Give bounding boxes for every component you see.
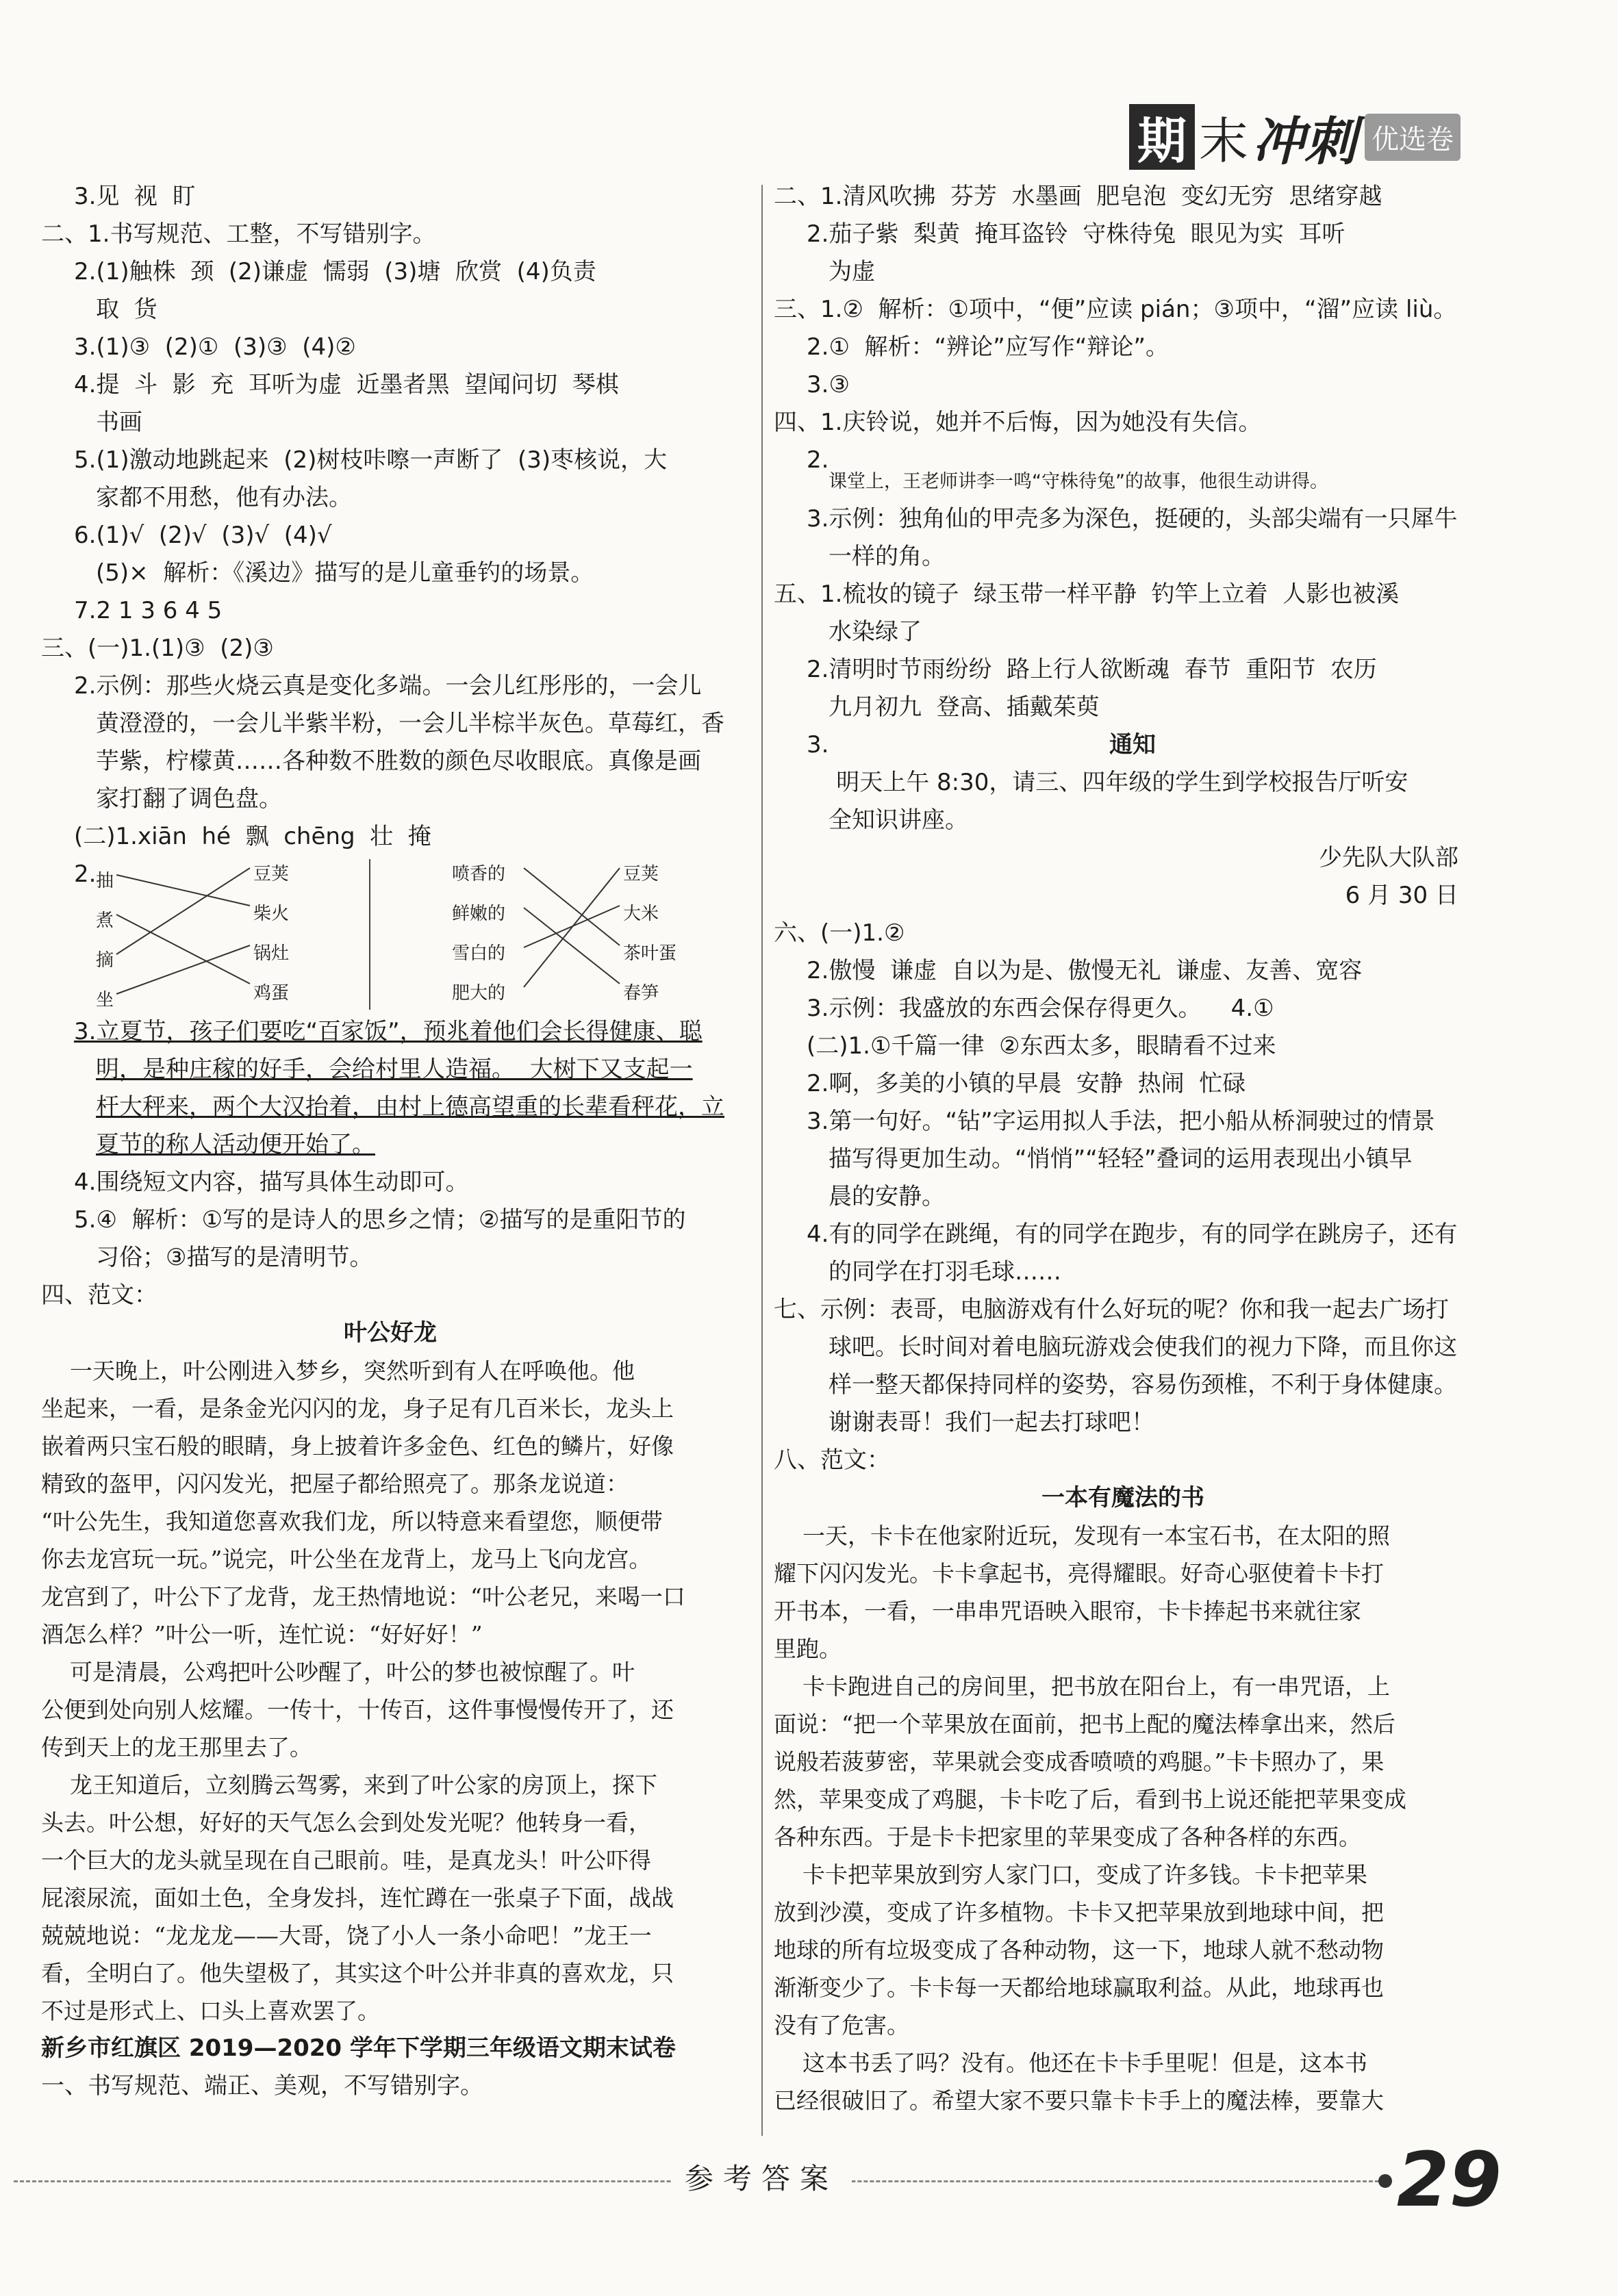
essay-line: 酒怎么样？”叶公一听，连忙说：“好好好！” xyxy=(41,1621,483,1648)
left-line: 芋紫，柠檬黄……各种数不胜数的颜色尽收眼底。真像是画 xyxy=(96,748,701,775)
essay-line: 头去。叶公想，好好的天气怎么会到处发光呢？他转身一看， xyxy=(41,1809,651,1836)
match-right-a: 鸡蛋 xyxy=(253,983,290,1004)
matching-exercise xyxy=(41,856,740,1013)
right-line: 六、(一)1.② xyxy=(774,919,905,947)
right-line: 一样的角。 xyxy=(829,543,945,570)
essay-line: 说般若菠萝密，苹果就会变成香喷喷的鸡腿。”卡卡照办了，果 xyxy=(774,1748,1385,1775)
left-line: 5.(1)激动地跳起来 (2)树枝咔嚓一声断了 (3)枣核说，大 xyxy=(74,446,668,474)
essay-line: 没有了危害。 xyxy=(774,2012,909,2039)
notice-from: 少先队大队部 xyxy=(1319,844,1458,871)
essay-body xyxy=(41,1352,740,2030)
match-lines xyxy=(41,856,726,1013)
left-line: 习俗；③描写的是清明节。 xyxy=(96,1244,373,1271)
proofreading-sentence: 课堂上，王老师讲李一鸣“守株待兔”的故事，他很生动讲得。 xyxy=(829,471,1328,492)
right-line: 3. xyxy=(807,731,829,758)
right-line: 球吧。长时间对着电脑玩游戏会使我们的视力下降，而且你这 xyxy=(829,1334,1457,1361)
right-line: 样一整天都保持同样的姿势，容易伤颈椎，不利于身体健康。 xyxy=(829,1371,1457,1399)
essay-line: 各种东西。于是卡卡把家里的苹果变成了各种各样的东西。 xyxy=(774,1824,1361,1850)
left-line: 四、范文： xyxy=(41,1281,157,1309)
footer xyxy=(0,2136,1618,2223)
essay-line: 可是清晨，公鸡把叶公吵醒了，叶公的梦也被惊醒了。叶 xyxy=(41,1659,635,1685)
notice-body: 全知识讲座。 xyxy=(829,806,968,834)
header-youxuan: 优选卷 xyxy=(1365,114,1461,161)
footer-dot xyxy=(1378,2174,1392,2188)
left-line: 黄澄澄的，一会儿半紫半粉，一会儿半棕半灰色。草莓红，香 xyxy=(96,710,724,737)
right-line: 五、1.梳妆的镜子 绿玉带一样平静 钓竿上立着 人影也被溪 xyxy=(774,581,1400,608)
right-line: 描写得更加生动。“悄悄”“轻轻”叠词的运用表现出小镇早 xyxy=(829,1145,1413,1173)
match-right-a: 柴火 xyxy=(253,904,290,924)
essay-line: 你去龙宫玩一玩。”说完，叶公坐在龙背上，龙马上飞向龙宫。 xyxy=(41,1546,652,1572)
right-line: 3.示例：我盛放的东西会保存得更久。 4.① xyxy=(807,995,1274,1022)
right-line: 3.示例：独角仙的甲壳多为深色，挺硬的，头部尖端有一只犀牛 xyxy=(807,505,1458,533)
essay-line: 卡卡把苹果放到穷人家门口，变成了许多钱。卡卡把苹果 xyxy=(774,1861,1367,1888)
essay-line: 看，全明白了。他失望极了，其实这个叶公并非真的喜欢龙，只 xyxy=(41,1960,674,1987)
match-left-b: 肥大的 xyxy=(452,983,506,1004)
right-line: 八、范文： xyxy=(774,1446,890,1474)
essay-line: 一个巨大的龙头就呈现在自己眼前。哇，是真龙头！叶公吓得 xyxy=(41,1847,651,1874)
footer-label: 参考答案 xyxy=(671,2156,852,2197)
column-divider xyxy=(761,185,763,2136)
left-line: (二)1.xiān hé 飘 chēng 壮 掩 xyxy=(74,823,431,850)
essay-line: 放到沙漠，变成了许多植物。卡卡又把苹果放到地球中间，把 xyxy=(774,1899,1384,1926)
series-header xyxy=(1129,103,1461,171)
right-line: 水染绿了 xyxy=(829,618,922,646)
left-line: 3.立夏节，孩子们要吃“百家饭”，预兆着他们会长得健康、聪 xyxy=(74,1018,703,1045)
left-line: 7.2 1 3 6 4 5 xyxy=(74,597,223,624)
match-right-a: 豆荚 xyxy=(253,864,290,884)
right-line: (二)1.①千篇一律 ②东西太多，眼睛看不过来 xyxy=(807,1032,1276,1060)
essay-line: 屁滚尿流，面如土色，全身发抖，连忙蹲在一张桌子下面，战战 xyxy=(41,1885,674,1911)
right-column xyxy=(774,178,1472,2119)
right-line: 2.傲慢 谦虚 自以为是、傲慢无礼 谦虚、友善、宽容 xyxy=(807,957,1363,984)
match-left-b: 鲜嫩的 xyxy=(452,904,506,924)
right-line: 2. xyxy=(807,446,829,474)
right-line: 七、示例：表哥，电脑游戏有什么好玩的呢？你和我一起去广场打 xyxy=(774,1296,1449,1323)
left-line: 家打翻了调色盘。 xyxy=(96,785,282,813)
essay-title: 叶公好龙 xyxy=(344,1319,437,1347)
right-line: 为虚 xyxy=(829,258,875,285)
header-qi: 期 xyxy=(1129,104,1195,170)
essay-line: “叶公先生，我知道您喜欢我们龙，所以特意来看望您，顺便带 xyxy=(41,1508,663,1535)
left-line: 夏节的称人活动便开始了。 xyxy=(96,1131,375,1158)
right-line: 3.③ xyxy=(807,371,850,398)
right-line: 晨的安静。 xyxy=(829,1183,945,1210)
right-line: 谢谢表哥！我们一起去打球吧！ xyxy=(829,1409,1154,1436)
essay-line: 面说：“把一个苹果放在面前，把书上配的魔法棒拿出来，然后 xyxy=(774,1711,1395,1737)
essay-line: 开书本，一看，一串串咒语映入眼帘，卡卡捧起书来就往家 xyxy=(774,1598,1361,1624)
essay-line: 坐起来，一看，是条金光闪闪的龙，身子足有几百米长，龙头上 xyxy=(41,1395,674,1422)
essay-line: 渐渐变少了。卡卡每一天都给地球赢取利益。从此，地球再也 xyxy=(774,1974,1384,2001)
left-line: 杆大秤来，两个大汉抬着，由村上德高望重的长辈看秤花，立 xyxy=(96,1093,724,1121)
match-right-b: 茶叶蛋 xyxy=(623,943,677,964)
match-right-b: 春笋 xyxy=(623,983,659,1004)
right-line: 四、1.庆铃说，她并不后悔，因为她没有失信。 xyxy=(774,409,1262,436)
right-line: 2.茄子紫 梨黄 掩耳盗铃 守株待兔 眼见为实 耳听 xyxy=(807,220,1345,248)
right-line: 4.有的同学在跳绳，有的同学在跑步，有的同学在跳房子，还有 xyxy=(807,1221,1458,1248)
right-line: 2.① 解析：“辨论”应写作“辩论”。 xyxy=(807,333,1169,361)
left-line: 6.(1)√ (2)√ (3)√ (4)√ xyxy=(74,522,332,549)
left-line: 4.提 斗 影 充 耳听为虚 近墨者黑 望闻问切 琴棋 xyxy=(74,371,619,398)
match-left-a: 坐 xyxy=(96,990,114,1010)
left-line: 2.示例：那些火烧云真是变化多端。一会儿红彤彤的，一会儿 xyxy=(74,672,702,700)
left-line: (5)× 解析：《溪边》描写的是儿童垂钓的场景。 xyxy=(96,559,594,587)
essay-title: 一本有魔法的书 xyxy=(1041,1484,1204,1511)
right-line: 九月初九 登高、插戴茱萸 xyxy=(829,693,1100,721)
notice-date: 6 月 30 日 xyxy=(1345,882,1458,909)
exam-line: 一、书写规范、端正、美观，不写错别字。 xyxy=(41,2072,483,2100)
notice-header-row xyxy=(774,726,1472,764)
match-question-number: 2. xyxy=(74,860,97,888)
essay-line: 耀下闪闪发光。卡卡拿起书，亮得耀眼。好奇心驱使着卡卡打 xyxy=(774,1560,1384,1587)
left-line: 书画 xyxy=(96,409,142,436)
essay-line: 里跑。 xyxy=(774,1635,842,1662)
right-line: 2.清明时节雨纷纷 路上行人欲断魂 春节 重阳节 农历 xyxy=(807,656,1377,683)
left-column xyxy=(41,178,740,2105)
page-number: 29 xyxy=(1396,2136,1502,2223)
left-line: 家都不用愁，他有办法。 xyxy=(96,484,352,511)
right-line: 3.第一句好。“钻”字运用拟人手法，把小船从桥洞驶过的情景 xyxy=(807,1108,1435,1135)
essay-line: 已经很破旧了。希望大家不要只靠卡卡手上的魔法棒，要靠大 xyxy=(774,2087,1384,2114)
match-left-a: 摘 xyxy=(96,950,114,971)
notice-body: 明天上午 8:30，请三、四年级的学生到学校报告厅听安 xyxy=(807,769,1408,796)
essay-line: 兢兢地说：“龙龙龙——大哥，饶了小人一条小命吧！”龙王一 xyxy=(41,1922,652,1949)
match-left-a: 抽 xyxy=(96,871,114,891)
notice-title: 通知 xyxy=(1109,731,1156,758)
essay-line: 这本书丢了吗？没有。他还在卡卡手里呢！但是，这本书 xyxy=(774,2050,1367,2076)
left-line: 明，是种庄稼的好手，会给村里人造福。 大树下又支起一 xyxy=(96,1056,693,1083)
match-left-a: 煮 xyxy=(96,910,114,931)
essay-line: 嵌着两只宝石般的眼睛，身上披着许多金色、红色的鳞片，好像 xyxy=(41,1433,674,1459)
left-line: 3.见 视 盯 xyxy=(74,183,196,210)
exam-title: 新乡市红旗区 2019—2020 学年下学期三年级语文期末试卷 xyxy=(41,2034,676,2062)
essay-line: 公便到处向别人炫耀。一传十，十传百，这件事慢慢传开了，还 xyxy=(41,1696,674,1723)
match-right-b: 大米 xyxy=(623,904,659,924)
essay-line: 不过是形式上、口头上喜欢罢了。 xyxy=(41,1998,380,2024)
essay-body xyxy=(774,1517,1472,2119)
right-line: 二、1.清风吹拂 芬芳 水墨画 肥皂泡 变幻无穷 思绪穿越 xyxy=(774,183,1382,210)
right-line: 2.啊，多美的小镇的早晨 安静 热闹 忙碌 xyxy=(807,1070,1246,1097)
left-line: 3.(1)③ (2)① (3)③ (4)② xyxy=(74,333,356,361)
header-mo: 末 xyxy=(1198,112,1248,170)
left-line: 2.(1)触株 颈 (2)谦虚 懦弱 (3)塘 欣赏 (4)负责 xyxy=(74,258,596,285)
essay-line: 一天晚上，叶公刚进入梦乡，突然听到有人在呼唤他。他 xyxy=(41,1357,635,1384)
right-line: 三、1.② 解析：①项中，“便”应读 pián；③项中，“溜”应读 liù。 xyxy=(774,296,1457,323)
essay-line: 卡卡跑进自己的房间里，把书放在阳台上，有一串咒语，上 xyxy=(774,1673,1390,1700)
essay-line: 精致的盔甲，闪闪发光，把屋子都给照亮了。那条龙说道： xyxy=(41,1470,629,1497)
match-right-b: 豆荚 xyxy=(623,864,659,884)
header-chongci: 冲刺 xyxy=(1252,110,1356,172)
essay-line: 龙王知道后，立刻腾云驾雾，来到了叶公家的房顶上，探下 xyxy=(41,1772,657,1798)
left-line: 4.围绕短文内容，描写具体生动即可。 xyxy=(74,1169,469,1196)
left-line: 取 货 xyxy=(96,296,157,323)
essay-line: 地球的所有垃圾变成了各种动物，这一下，地球人就不愁动物 xyxy=(774,1937,1384,1963)
match-left-b: 雪白的 xyxy=(452,943,506,964)
essay-line: 然，苹果变成了鸡腿，卡卡吃了后，看到书上说还能把苹果变成 xyxy=(774,1786,1406,1813)
match-right-a: 锅灶 xyxy=(253,943,290,964)
essay-line: 传到天上的龙王那里去了。 xyxy=(41,1734,312,1761)
left-line: 二、1.书写规范、工整，不写错别字。 xyxy=(41,220,436,248)
essay-line: 一天，卡卡在他家附近玩，发现有一本宝石书，在太阳的照 xyxy=(774,1522,1390,1549)
left-line: 三、(一)1.(1)③ (2)③ xyxy=(41,635,274,662)
left-line: 5.④ 解析：①写的是诗人的思乡之情；②描写的是重阳节的 xyxy=(74,1206,686,1234)
essay-line: 龙宫到了，叶公下了龙背，龙王热情地说：“叶公老兄，来喝一口 xyxy=(41,1583,685,1610)
right-line: 的同学在打羽毛球…… xyxy=(829,1258,1061,1286)
match-left-b: 喷香的 xyxy=(452,864,506,884)
